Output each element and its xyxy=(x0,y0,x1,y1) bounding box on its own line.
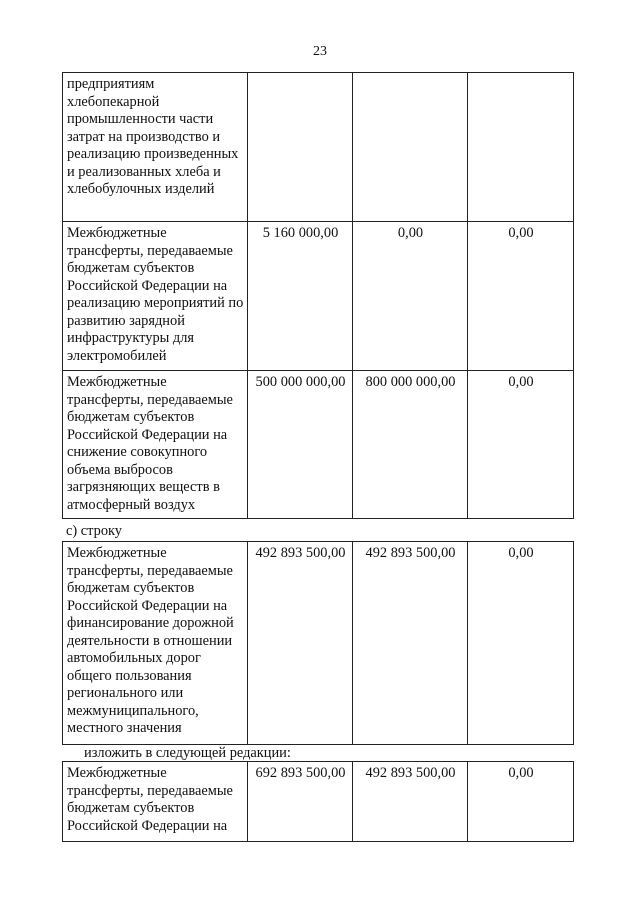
row-value-2: 800 000 000,00 xyxy=(353,371,468,519)
row-description: предприятиям хлебопекарной промышленности части затрат на производство и реализацию произведенных и реализованных хлеба и хлебобулочных изделий xyxy=(63,73,248,222)
row-value-1: 692 893 500,00 xyxy=(248,762,353,842)
row-description: Межбюджетные трансферты, передаваемые бюджетам субъектов Российской Федерации на xyxy=(63,762,248,842)
budget-table-original-row xyxy=(62,541,574,745)
table-row xyxy=(63,542,574,745)
table-row xyxy=(63,222,574,371)
row-value-2 xyxy=(353,73,468,222)
row-value-2: 492 893 500,00 xyxy=(353,542,468,745)
row-description: Межбюджетные трансферты, передаваемые бюджетам субъектов Российской Федерации на снижение совокупного объема выбросов загрязняющих веществ в атмосферный воздух xyxy=(63,371,248,519)
budget-table-continued xyxy=(62,72,574,519)
row-value-1: 500 000 000,00 xyxy=(248,371,353,519)
table-row xyxy=(63,762,574,842)
instruction-new-edition: изложить в следующей редакции: xyxy=(84,745,291,761)
row-value-1: 5 160 000,00 xyxy=(248,222,353,371)
instruction-row-c: с) строку xyxy=(66,523,123,539)
row-value-2: 492 893 500,00 xyxy=(353,762,468,842)
row-value-3: 0,00 xyxy=(468,762,574,842)
row-value-3 xyxy=(468,73,574,222)
page-number: 23 xyxy=(313,44,327,59)
row-value-3: 0,00 xyxy=(468,542,574,745)
row-value-1: 492 893 500,00 xyxy=(248,542,353,745)
row-value-3: 0,00 xyxy=(468,222,574,371)
row-value-3: 0,00 xyxy=(468,371,574,519)
row-value-2: 0,00 xyxy=(353,222,468,371)
table-row xyxy=(63,371,574,519)
budget-table-new-row xyxy=(62,761,574,842)
row-description: Межбюджетные трансферты, передаваемые бюджетам субъектов Российской Федерации на реализацию мероприятий по развитию зарядной инфраструктуры для электромобилей xyxy=(63,222,248,371)
row-description: Межбюджетные трансферты, передаваемые бюджетам субъектов Российской Федерации на финансирование дорожной деятельности в отношении автомобильных дорог общего пользования регионального или межмуниципального, местного значения xyxy=(63,542,248,745)
row-value-1 xyxy=(248,73,353,222)
table-row xyxy=(63,73,574,222)
